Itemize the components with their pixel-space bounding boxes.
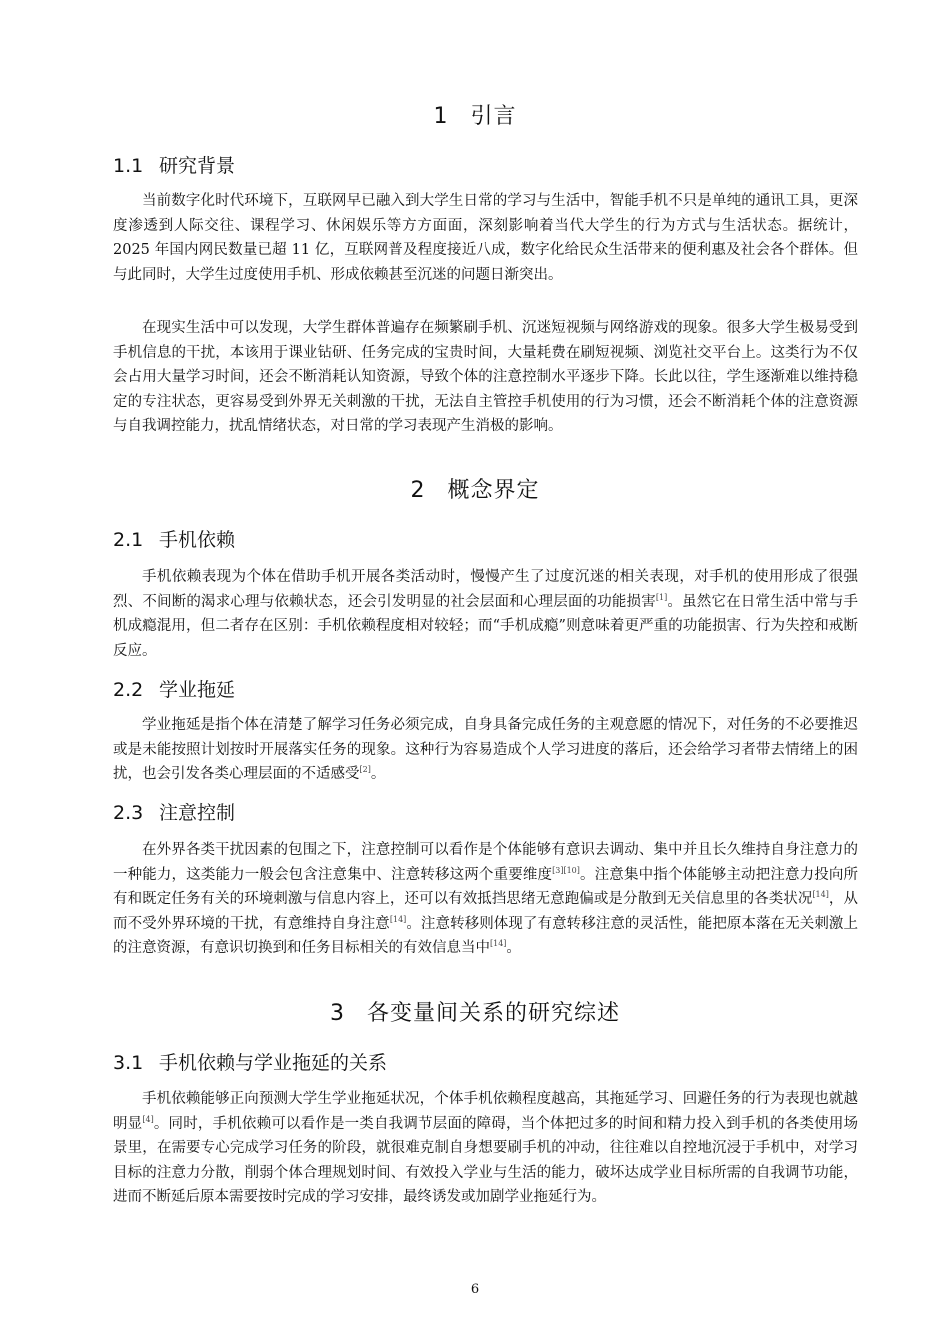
citation: [14]	[389, 914, 407, 924]
citation: [1]	[655, 592, 668, 602]
subsection-heading-2-1: 2.1 手机依赖	[113, 529, 236, 551]
section-heading-1: 1 引言	[433, 104, 517, 129]
subsection-heading-3-1: 3.1 手机依赖与学业拖延的关系	[113, 1052, 388, 1074]
paragraph-research-background-1: 当前数字化时代环境下，互联网早已融入到大学生日常的学习与生活中，智能手机不只是单纯的通讯工具，更深度渗透到人际交往、课程学习、休闲娱乐等方方面面，深刻影响着当代大学生的行为方式与生活状态。据统计，2025 年国内网民数量已超 11 亿，互联网普及程度接近八成，数字化给民众生活带来的便利惠及社会各个群体。但与此同时，大学生过度使用手机、形成依赖甚至沉迷的问题日渐突出。	[113, 193, 858, 283]
paragraph-academic-procrastination: 学业拖延是指个体在清楚了解学习任务必须完成，自身具备完成任务的主观意愿的情况下，对任务的不必要推迟或是未能按照计划按时开展落实任务的现象。这种行为容易造成个人学习进度的落后，还会给学习者带去情绪上的困扰，也会引发各类心理层面的不适感受[2]。	[113, 717, 858, 782]
subsection-heading-2-3: 2.3 注意控制	[113, 802, 236, 824]
section-heading-3: 3 各变量间关系的研究综述	[329, 1001, 620, 1026]
citation: [4]	[142, 1114, 154, 1124]
subsection-heading-1-1: 1.1 研究背景	[113, 155, 236, 177]
paragraph-research-background-2: 在现实生活中可以发现，大学生群体普遍存在频繁刷手机、沉迷短视频与网络游戏的现象。很多大学生极易受到手机信息的干扰，本该用于课业钻研、任务完成的宝贵时间，大量耗费在刷短视频、浏览社交平台上。这类行为不仅会占用大量学习时间，还会不断消耗认知资源，导致个体的注意控制水平逐步下降。长此以往，学生逐渐难以维持稳定的专注状态，更容易受到外界无关刺激的干扰，无法自主管控手机使用的行为习惯，还会不断消耗个体的注意资源与自我调控能力，扰乱情绪状态，对日常的学习表现产生消极的影响。	[113, 320, 858, 434]
citation: [14]	[812, 890, 829, 899]
subsection-heading-2-2: 2.2 学业拖延	[113, 679, 236, 701]
citation: [2]	[359, 765, 371, 774]
page-number: 6	[470, 1282, 480, 1297]
paragraph-attention-control: 在外界各类干扰因素的包围之下，注意控制可以看作是个体能够有意识去调动、集中并且长久维持自身注意力的一种能力，这类能力一般会包含注意集中、注意转移这两个重要维度[3][10]。注意集中指个体能够主动把注意力投向所有和既定任务有关的环境刺激与信息内容上，还可以有效抵挡思绪无意跑偏或是分散到无关信息里的各类状况[14]，从而不受外界环境的干扰，有意维持自身注意[14]。注意转移则体现了有意转移注意的灵活性，能把原本落在无关刺激上的注意资源，有意识切换到和任务目标相关的有效信息当中[14]。	[113, 842, 859, 956]
paragraph-phone-dependence: 手机依赖表现为个体在借助手机开展各类活动时，慢慢产生了过度沉迷的相关表现，对手机的使用形成了很强烈、不间断的渴求心理与依赖状态，还会引发明显的社会层面和心理层面的功能损害[1]。虽然它在日常生活中常与手机成瘾混用，但二者存在区别：手机依赖程度相对较轻；而“手机成瘾”则意味着更严重的功能损害、行为失控和戒断反应。	[113, 569, 858, 659]
citation: [14]	[490, 939, 507, 948]
citation: [3][10]	[552, 865, 580, 875]
paragraph-dependence-procrastination: 手机依赖能够正向预测大学生学业拖延状况，个体手机依赖程度越高，其拖延学习、回避任务的行为表现也就越明显[4]。同时，手机依赖可以看作是一类自我调节层面的障碍，当个体把过多的时间和精力投入到手机的各类使用场景里，在需要专心完成学习任务的阶段，就很难克制自身想要刷手机的冲动，往往难以自控地沉浸于手机中，对学习目标的注意力分散，削弱个体合理规划时间、有效投入学业与生活的能力，破坏达成学业目标所需的自我调节功能，进而不断延后原本需要按时完成的学习安排，最终诱发或加剧学业拖延行为。	[113, 1091, 859, 1205]
section-heading-2: 2 概念界定	[410, 478, 540, 503]
